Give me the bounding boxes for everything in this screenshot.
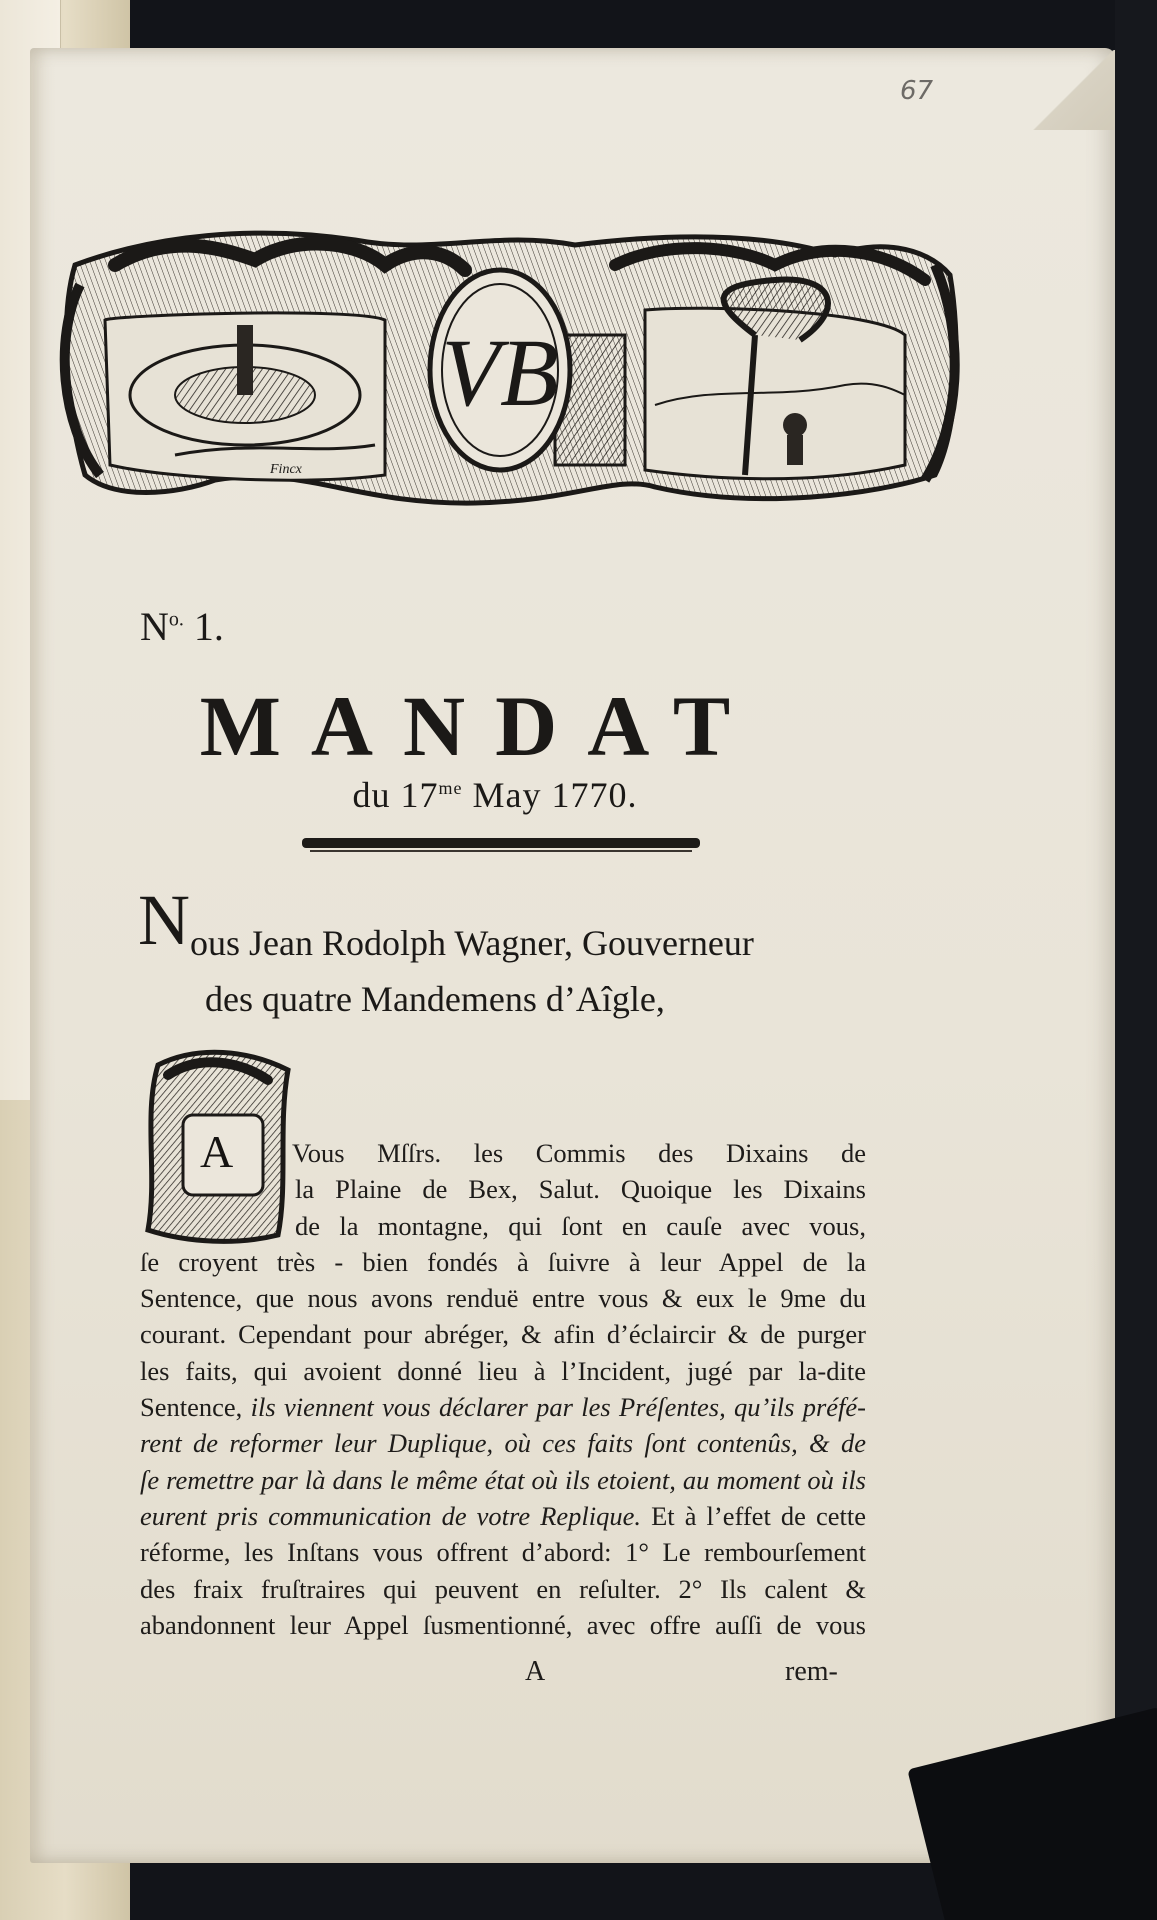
number-suffix: o.: [168, 608, 184, 631]
document-date: [240, 774, 750, 816]
body-line: les faits, qui avoient donné lieu à l’Incident, jugé par la-dite: [140, 1355, 866, 1386]
salutation-line-1: ous Jean Rodolph Wagner, Gouverneur: [190, 923, 754, 963]
catchword: rem-: [785, 1656, 838, 1687]
body-line: de la montagne, qui ſont en cauſe avec vous,: [295, 1210, 866, 1241]
engraved-headpiece: [55, 225, 965, 510]
date-ordinal: me: [438, 778, 463, 798]
monogram-text: VB: [441, 319, 559, 426]
document-number: [140, 603, 224, 650]
body-italic-segment: ils viennent vous déclarer par les Préſentes, qu’ils préfé-: [250, 1392, 866, 1423]
body-italic-segment: eurent pris communication de votre Replique.: [140, 1500, 642, 1531]
date-prefix: du 17: [352, 775, 439, 815]
body-roman-segment: Et à l’effet de cette: [641, 1500, 866, 1531]
body-line: courant. Cependant pour abréger, & afin d’éclaircir & de purger: [140, 1319, 866, 1350]
body-line-mixed: [140, 1498, 866, 1534]
engraver-signature: Fincx: [270, 462, 302, 477]
salutation-drop-cap: N: [138, 880, 190, 960]
body-line: Sentence, que nous avons renduë entre vous & eux le 9me du: [140, 1283, 866, 1314]
body-text: [140, 1135, 866, 1643]
body-line: des fraix fruſtraires qui peuvent en reſulter. 2° Ils calent &: [140, 1573, 866, 1604]
body-line-italic: ſe remettre par là dans le même état où ils etoient, au moment où ils: [140, 1464, 866, 1495]
initial-letter: A: [200, 1126, 234, 1177]
body-line: la Plaine de Bex, Salut. Quoique les Dixains: [295, 1174, 866, 1205]
salutation-line-2: des quatre Mandemens d’Aîgle,: [205, 979, 665, 1019]
body-line-mixed: [140, 1389, 866, 1425]
number-label: N: [140, 604, 169, 649]
date-suffix: May 1770.: [462, 775, 638, 815]
title-rule: [302, 838, 700, 848]
document-title: MANDAT: [199, 678, 761, 774]
signature-mark: A: [525, 1656, 546, 1687]
body-line: ſe croyent très - bien fondés à ſuivre à leur Appel de la: [140, 1246, 866, 1277]
body-roman-segment: Sentence,: [140, 1392, 251, 1423]
background-edge: [1115, 0, 1157, 1920]
body-line-italic: rent de reformer leur Duplique, où ces faits ſont contenûs, & de: [140, 1428, 866, 1459]
body-line: Vous Mſſrs. les Commis des Dixains de: [292, 1138, 866, 1168]
folio-number: 67: [900, 76, 934, 106]
number-value: 1.: [183, 604, 224, 649]
body-line: abandonnent leur Appel ſusmentionné, avec offre auſſi de vous: [140, 1609, 866, 1640]
body-line: réforme, les Inſtans vous offrent d’abord: 1° Le rembourſement: [140, 1537, 866, 1568]
